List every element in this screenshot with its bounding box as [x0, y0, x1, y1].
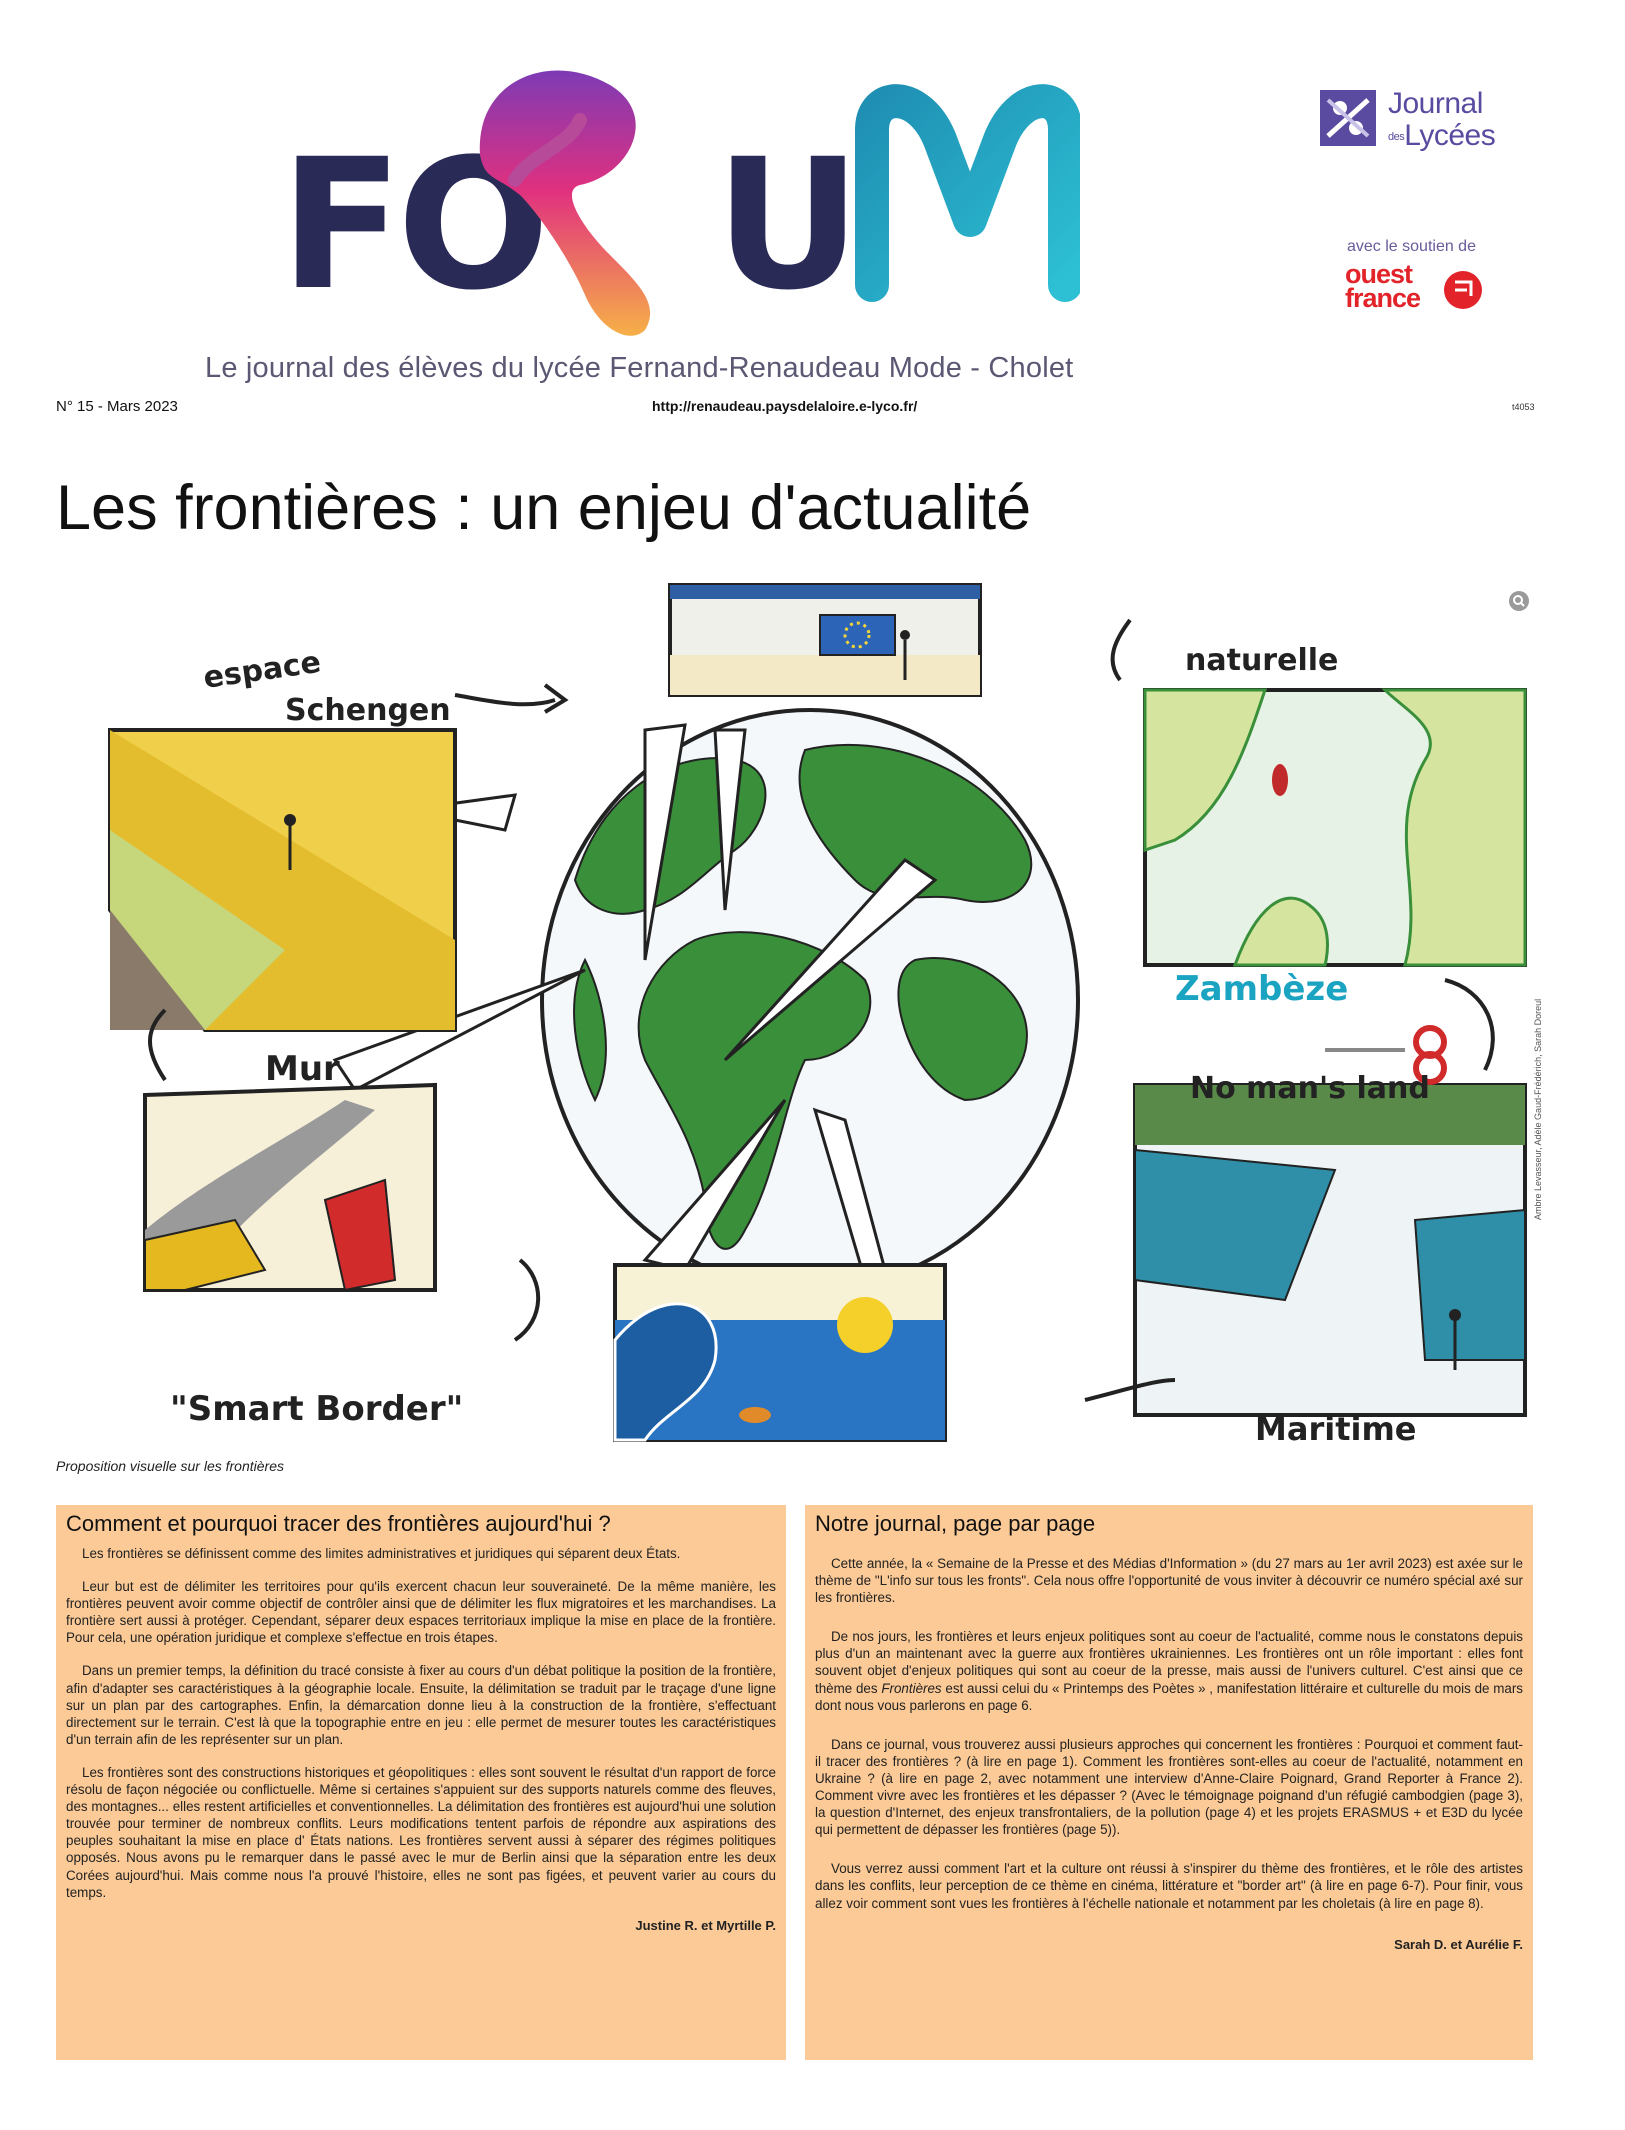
label-espace: espace [201, 644, 324, 696]
article-right [805, 1505, 1533, 2060]
journal-des-lycees-icon [1318, 88, 1378, 148]
globe-drawing [542, 710, 1078, 1290]
article-left-paragraph: Dans un premier temps, la définition du tracé consiste à fixer au cours d'un débat politique la position de la frontière, afin d'adapter ses caractéristiques à la géographie locale. Ensuite, la délimitation se traduit par le traçage d'une ligne sur un plan par des cartographes. Enfin, la démarcation donne lieu à la construction de la frontière, s'effectuant directement sur le terrain. C'est là que la topographie entre en jeu : elle permet de mesurer toutes les caractéristiques d'un terrain afin de les représenter sur un plan. [66, 1663, 776, 1747]
article-left [56, 1505, 786, 2060]
tagline: Le journal des élèves du lycée Fernand-Renaudeau Mode - Cholet [205, 352, 1074, 384]
panel-maritime [615, 1265, 945, 1440]
label-mur: Mur [265, 1049, 340, 1089]
panel-natural-border [1145, 690, 1525, 965]
logo-fo: FO [280, 121, 544, 330]
journal-des-lycees-logo: Journal desLycées [1388, 87, 1496, 152]
article-left-paragraph: Leur but est de délimiter les territoires pour qu'ils exercent chacun leur souveraineté. De la même manière, les frontières peuvent avoir comme objectif de contrôler ainsi que de délimiter les flux migratoires et les marchandises. La frontière sert aussi à protéger. Cependant, séparer deux espaces territoriaux implique la mise en place de la frontière. Pour cela, une opération juridique et complexe s'effectue en trois étapes. [66, 1579, 776, 1646]
zoom-icon[interactable] [1508, 590, 1530, 612]
borders-illustration [85, 580, 1550, 1450]
article-left-signature: Justine R. et Myrtille P. [635, 1917, 776, 1933]
article-right-paragraph: Cette année, la « Semaine de la Presse et des Médias d'Information » (du 27 mars au 1er avril 2023) est axée sur le thème de "L'info sur tous les fronts". Cela nous offre l'opportunité de vous inviter à découvrir ce numéro spécial axé sur les frontières. [815, 1556, 1523, 1606]
label-naturelle: naturelle [1185, 643, 1339, 678]
issue-code: t4053 [1512, 402, 1535, 412]
panel-schengen-flag [670, 585, 980, 695]
article-left-heading: Comment et pourquoi tracer des frontières aujourd'hui ? [66, 1511, 611, 1536]
label-smart-border: "Smart Border" [170, 1389, 464, 1429]
panel-wall [145, 1085, 435, 1290]
label-nomansland: No man's land [1190, 1071, 1430, 1106]
logo-u: U [715, 121, 862, 330]
panel-yellow-field [110, 730, 455, 1030]
frontieres-emphasis: Frontières [881, 1680, 942, 1696]
ouest-france-icon [1443, 270, 1483, 310]
label-zambeze: Zambèze [1175, 969, 1349, 1009]
panel-no-mans-land [1135, 1085, 1525, 1415]
label-schengen: Schengen [285, 693, 451, 728]
article-right-paragraph: Vous verrez aussi comment l'art et la culture ont réussi à s'inspirer du thème des frontières, et le rôle des artistes dans les conflits, leur perception de ce thème en cinéma, littérature et "border art" (à lire en page 6-7). Pour finir, vous allez voir comment sont vues les frontières à l'échelle nationale et notamment par les choletais (à lire en page 8). [815, 1861, 1523, 1911]
school-url[interactable]: http://renaudeau.paysdelaloire.e-lyco.fr/ [652, 398, 918, 414]
article-right-signature: Sarah D. et Aurélie F. [1394, 1936, 1523, 1952]
label-maritime: Maritime [1255, 1410, 1417, 1448]
article-left-paragraph: Les frontières sont des constructions historiques et géopolitiques : elles sont souvent le résultat d'un rapport de force résolu de façon négociée ou conflictuelle. Même si certaines s'appuient sur des supports naturels comme des fleuves, des montagnes... elles restent artificielles et conventionnelles. La délimitation des frontières est aujourd'hui une solution trouvée pour terminer de nombreux conflits. Leurs modifications tentent parfois de répondre aux aspirations des peuples souhaitant la mise en place d' États nations. Les frontières servent aussi à séparer des régimes politiques opposés. Nous avons pu le remarquer dans le passé avec le mur de Berlin ainsi que la séparation entre les deux Corées aujourd'hui. Mais comme nous l'a prouvé l'histoire, elles ne sont pas figées, et peuvent varier au cours du temps. [66, 1764, 776, 1900]
article-right-paragraph: De nos jours, les frontières et leurs enjeux politiques sont au coeur de l'actualité, comme nous le constatons depuis plus d'un an maintenant avec la guerre aux frontières ukrainiennes. Les frontières ont un rôle important : elles font souvent objet d'enjeux politiques qui sont au coeur de la presse, mais aussi de l'univers culturel. C'est ainsi que ce thème des Frontières est aussi celui du « Printemps des Poètes » , manifestation littéraire et culturelle du mois de mars dont nous vous parlerons en page 6. [815, 1629, 1523, 1713]
issue-number: N° 15 - Mars 2023 [56, 398, 178, 415]
illustration-credits: Ambre Levasseur, Adèle Gaud-Frédérich, Sarah Doreul [1533, 998, 1543, 1220]
article-left-paragraph: Les frontières se définissent comme des limites administratives et juridiques qui séparent deux États. [82, 1546, 681, 1561]
forum-logo [280, 45, 1080, 365]
page-title: Les frontières : un enjeu d'actualité [56, 473, 1032, 543]
ouest-france-logo: ouest france [1345, 262, 1485, 318]
article-right-heading: Notre journal, page par page [815, 1511, 1096, 1536]
support-label: avec le soutien de [1347, 238, 1476, 255]
logo-m [872, 101, 1065, 285]
article-right-paragraph: Dans ce journal, vous trouverez aussi plusieurs approches qui concernent les frontières : Pourquoi et comment faut-il tracer des frontières ? (à lire en page 1). Comment les frontières sont-elles au coeur de l'actualité, notamment en Ukraine ? (à lire en page 2, avec notamment une interview d'Anne-Claire Poignard, Grand Reporter à France 2). Comment vivre avec les frontières et les dépasser ? (Avec le témoignage poignand d'un réfugié cambodgien (page 3), la question d'Internet, des enjeux transfrontaliers, de la pollution (page 4) et les projets ERASMUS + et E3D du lycée qui permettent de dépasser les frontières (page 5)). [815, 1736, 1523, 1838]
illustration-caption: Proposition visuelle sur les frontières [56, 1458, 284, 1474]
